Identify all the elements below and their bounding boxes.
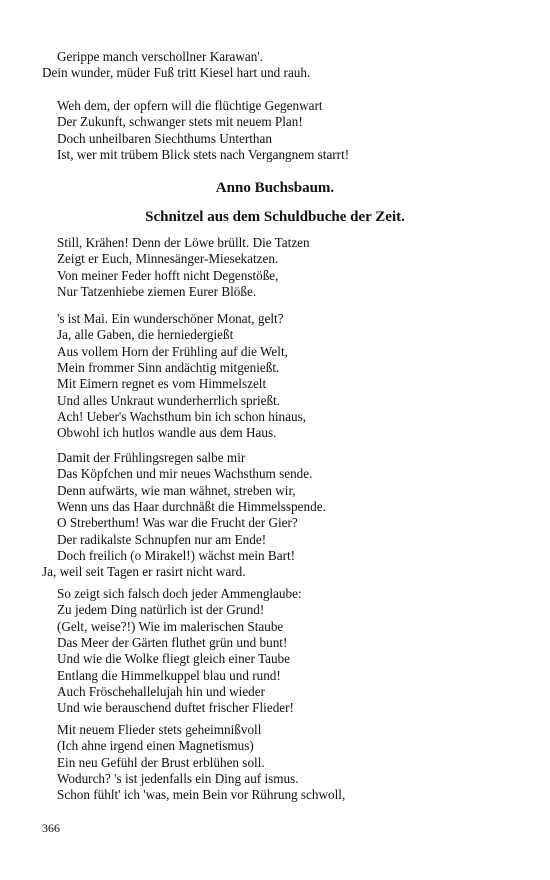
poem-line: O Streberthum! Was war die Frucht der Gier? [57, 515, 298, 531]
poem-line: Nur Tatzenhiebe ziemen Eurer Blöße. [57, 283, 257, 299]
poem-line: Weh dem, der opfern will die flüchtige Gegenwart [57, 98, 323, 113]
poem-line: Still, Krähen! Denn der Löwe brüllt. Die Tatzen [57, 235, 310, 250]
poem-line: Und wie berauschend duftet frischer Flieder! [57, 700, 294, 716]
poem-line: Zeigt er Euch, Minnesänger-Miesekatzen. [57, 251, 279, 267]
poem-line: Wodurch? 's ist jedenfalls ein Ding auf ismus. [57, 770, 299, 786]
poem-line: Von meiner Feder hofft nicht Degenstöße, [57, 267, 279, 283]
poem-line: Das Meer der Gärten fluthet grün und bunt! [57, 634, 288, 650]
poem-line: Und wie die Wolke fliegt gleich einer Taube [57, 651, 290, 667]
poem-line: Der radikalste Schnupfen nur am Ende! [57, 531, 267, 547]
author-heading: Anno Buchsbaum. [215, 180, 335, 196]
poem-line: Mit Eimern regnet es vom Himmelszelt [57, 376, 267, 392]
poem-line: Auch Fröschehallelujah hin und wieder [57, 683, 266, 699]
poem-line: Entlang die Himmelkuppel blau und rund! [57, 667, 281, 683]
poem-line: Ein neu Gefühl der Brust erblühen soll. [57, 754, 265, 770]
poem-line: 's ist Mai. Ein wunderschöner Monat, gelt? [57, 311, 284, 326]
poem-line: Ja, alle Gaben, die herniedergießt [57, 327, 234, 343]
poem-line: Ach! Ueber's Wachsthum bin ich schon hinaus, [57, 408, 307, 424]
poem-line: Mein frommer Sinn andächtig mitgenießt. [57, 359, 280, 375]
poem-line: Und alles Unkraut wunderherrlich sprießt. [57, 392, 281, 408]
poem-line: So zeigt sich falsch doch jeder Ammenglaube: [57, 586, 302, 601]
poem-line: (Ich ahne irgend einen Magnetismus) [57, 738, 254, 754]
poem-line: Doch freilich (o Mirakel!) wächst mein Bart! [57, 547, 296, 563]
poem-line: Gerippe manch verschollner Karawan'. [57, 49, 263, 64]
poem-line: Schon fühlt' ich 'was, mein Bein vor Rührung schwoll, [57, 787, 346, 803]
poem-line: Ist, wer mit trübem Blick stets nach Vergangnem starrt! [57, 146, 350, 162]
poem-line: Mit neuem Flieder stets geheimnißvoll [57, 722, 262, 737]
poem-line: Ja, weil seit Tagen er rasirt nicht ward. [42, 564, 246, 580]
poem-line: Aus vollem Horn der Frühling auf die Welt, [57, 343, 288, 359]
poem-line: Denn aufwärts, wie man wähnet, streben wir, [57, 482, 296, 498]
poem-line: Doch unheilbaren Siechthums Unterthan [57, 130, 272, 146]
poem-line: Damit der Frühlingsregen salbe mir [57, 450, 246, 465]
poem-title: Schnitzel aus dem Schuldbuche der Zeit. [145, 209, 405, 225]
poem-line: Obwohl ich hutlos wandle aus dem Haus. [57, 425, 277, 441]
poem-line: Wenn uns das Haar durchnäßt die Himmelsspende. [57, 498, 326, 514]
page-number: 366 [42, 821, 60, 835]
poem-line: Der Zukunft, schwanger stets mit neuem Plan! [57, 114, 303, 130]
poem-line: Das Köpfchen und mir neues Wachsthum sende. [57, 466, 313, 482]
poem-line: Zu jedem Ding natürlich ist der Grund! [57, 602, 265, 618]
poem-line: (Gelt, weise?!) Wie im malerischen Staube [57, 618, 284, 634]
poem-line: Dein wunder, müder Fuß tritt Kiesel hart und rauh. [42, 65, 311, 81]
